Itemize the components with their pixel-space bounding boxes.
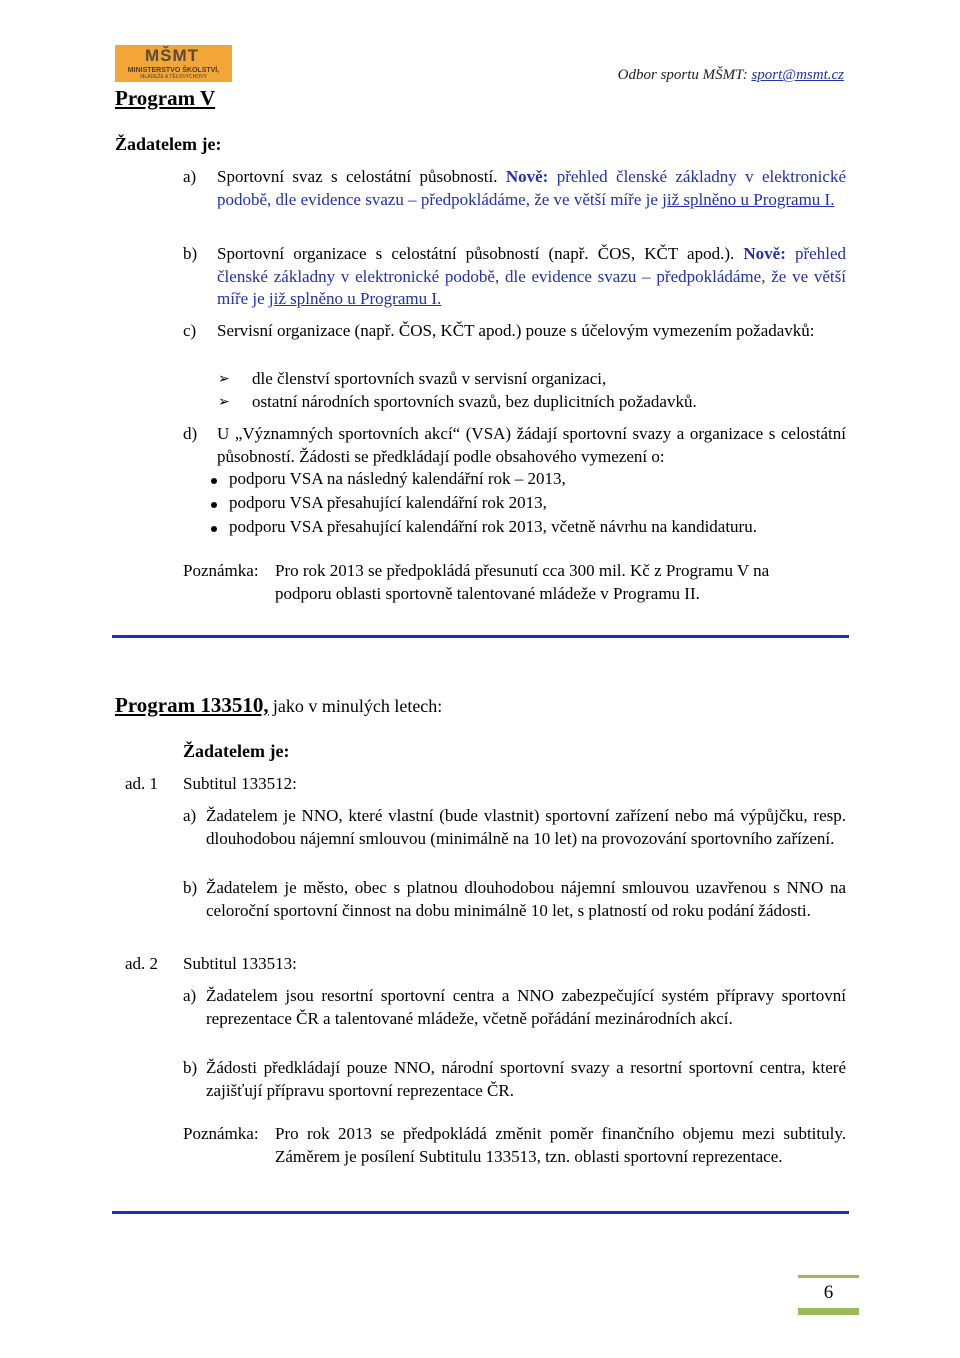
item-d-marker: d): [183, 424, 198, 443]
item-a-body: Sportovní svaz s celostátní působností.: [217, 167, 498, 186]
item-c-text: Servisní organizace (např. ČOS, KČT apod.) pouze s účelovým vymezením požadavků:: [217, 321, 815, 340]
bullet-dot-icon: [211, 478, 217, 484]
header-department: Odbor sportu MŠMT:: [617, 67, 748, 83]
arrow-bullet-icon: ➢: [218, 394, 230, 410]
item-c-bullet: ostatní národních sportovních svazů, bez duplicitních požadavků.: [252, 392, 697, 411]
ad1-b-marker: b): [183, 878, 198, 897]
item-a-link[interactable]: již splněno u Programu I.: [662, 189, 835, 209]
program-133510-title: Program 133510,: [115, 693, 269, 717]
item-c-bullet: dle členství sportovních svazů v servisní organizaci,: [252, 369, 607, 388]
header-email-link[interactable]: sport@msmt.cz: [751, 67, 844, 83]
ad2-a-text: Žadatelem jsou resortní sportovní centra a NNO zabezpečující systém přípravy sportovní reprezentace ČR a talentované mládeže, včetně pořádání mezinárodních akcí.: [206, 986, 846, 1028]
item-a-new-text: přehled členské základny v elektronické podobě, dle evidence svazu – předpokládáme, že ve větší míře je: [217, 167, 846, 209]
ad1-b-text: Žadatelem je město, obec s platnou dlouhodobou nájemní smlouvou uzavřenou s NNO na celoroční sportovní činnost na dobu minimálně 10 let, s platností od roku podání žádosti.: [206, 878, 846, 920]
ad1-label: ad. 1: [125, 774, 159, 793]
page-number-top-bar: [798, 1275, 859, 1278]
bullet-dot-icon: [211, 502, 217, 508]
item-d-bullet: podporu VSA na následný kalendářní rok – 2013,: [229, 469, 566, 488]
ad2-title: Subtitul 133513:: [183, 954, 297, 973]
program-133510-note-text: Pro rok 2013 se předpokládá změnit poměr finančního objemu mezi subtituly. Záměrem je posílení Subtitulu 133513, tzn. oblasti sportovní reprezentace.: [275, 1124, 846, 1166]
page-number: 6: [823, 1282, 834, 1303]
item-c-marker: c): [183, 321, 197, 340]
bullet-dot-icon: [211, 526, 217, 532]
logo-text-line2: MLÁDEŽE A TĚLOVÝCHOVY: [140, 74, 207, 80]
page-number-bottom-bar: [798, 1308, 859, 1315]
logo-text-line1: MINISTERSTVO ŠKOLSTVÍ,: [127, 67, 220, 74]
header-contact: [618, 67, 844, 84]
ad2-label: ad. 2: [125, 954, 159, 973]
item-a-new-label: Nově:: [505, 167, 549, 186]
msmt-logo: [115, 45, 232, 82]
page-number-box: [798, 1275, 859, 1315]
item-d-bullet: podporu VSA přesahující kalendářní rok 2013, včetně návrhu na kandidaturu.: [229, 517, 757, 536]
item-a-text: [217, 166, 846, 211]
program-133510-note-label: Poznámka:: [183, 1124, 259, 1143]
program-v-note-line2: podporu oblasti sportovně talentované mládeže v Programu II.: [275, 584, 700, 603]
item-b-marker: b): [183, 244, 198, 263]
program-v-note-line1: Pro rok 2013 se předpokládá přesunutí cca 300 mil. Kč z Programu V na: [275, 561, 770, 580]
program-v-title: Program V: [115, 86, 216, 110]
item-b-new-text: přehled členské základny v elektronické podobě, dle evidence svazu – předpokládáme, že ve větší míře je: [217, 244, 846, 308]
ad1-a-text: Žadatelem je NNO, které vlastní (bude vlastnit) sportovní zařízení nebo má výpůjčku, resp. dlouhodobou nájemní smlouvou (minimálně na 10 let) na provozování sportovního zařízení.: [206, 806, 846, 848]
section-divider: [112, 1211, 849, 1214]
program-133510-applicant-heading: Žadatelem je:: [183, 741, 290, 761]
arrow-bullet-icon: ➢: [218, 371, 230, 387]
item-d-text: U „Významných sportovních akcí“ (VSA) žádají sportovní svazy a organizace s celostátní působností. Žádosti se předkládají podle obsahového vymezení o:: [217, 424, 846, 466]
program-v-note-label: Poznámka:: [183, 561, 259, 580]
ad1-title: Subtitul 133512:: [183, 774, 297, 793]
item-a-marker: a): [183, 167, 197, 186]
item-d-bullet: podporu VSA přesahující kalendářní rok 2013,: [229, 493, 547, 512]
ad2-b-marker: b): [183, 1058, 198, 1077]
item-b-new-label: Nově:: [743, 244, 786, 263]
program-133510-heading: [115, 693, 442, 718]
program-v-applicant-heading: Žadatelem je:: [115, 134, 222, 154]
program-133510-title-suffix: jako v minulých letech:: [272, 696, 443, 716]
item-b-body: Sportovní organizace s celostátní působností (např. ČOS, KČT apod.).: [217, 244, 735, 263]
item-b-text: [217, 243, 846, 311]
section-divider: [112, 635, 849, 638]
ad2-a-marker: a): [183, 986, 197, 1005]
item-b-link[interactable]: již splněno u Programu I.: [268, 289, 442, 308]
logo-mark: MŠMT: [144, 46, 200, 65]
ad2-b-text: Žádosti předkládají pouze NNO, národní sportovní svazy a resortní sportovní centra, které zajišťují přípravu sportovní reprezentace ČR.: [206, 1058, 846, 1100]
ad1-a-marker: a): [183, 806, 197, 825]
